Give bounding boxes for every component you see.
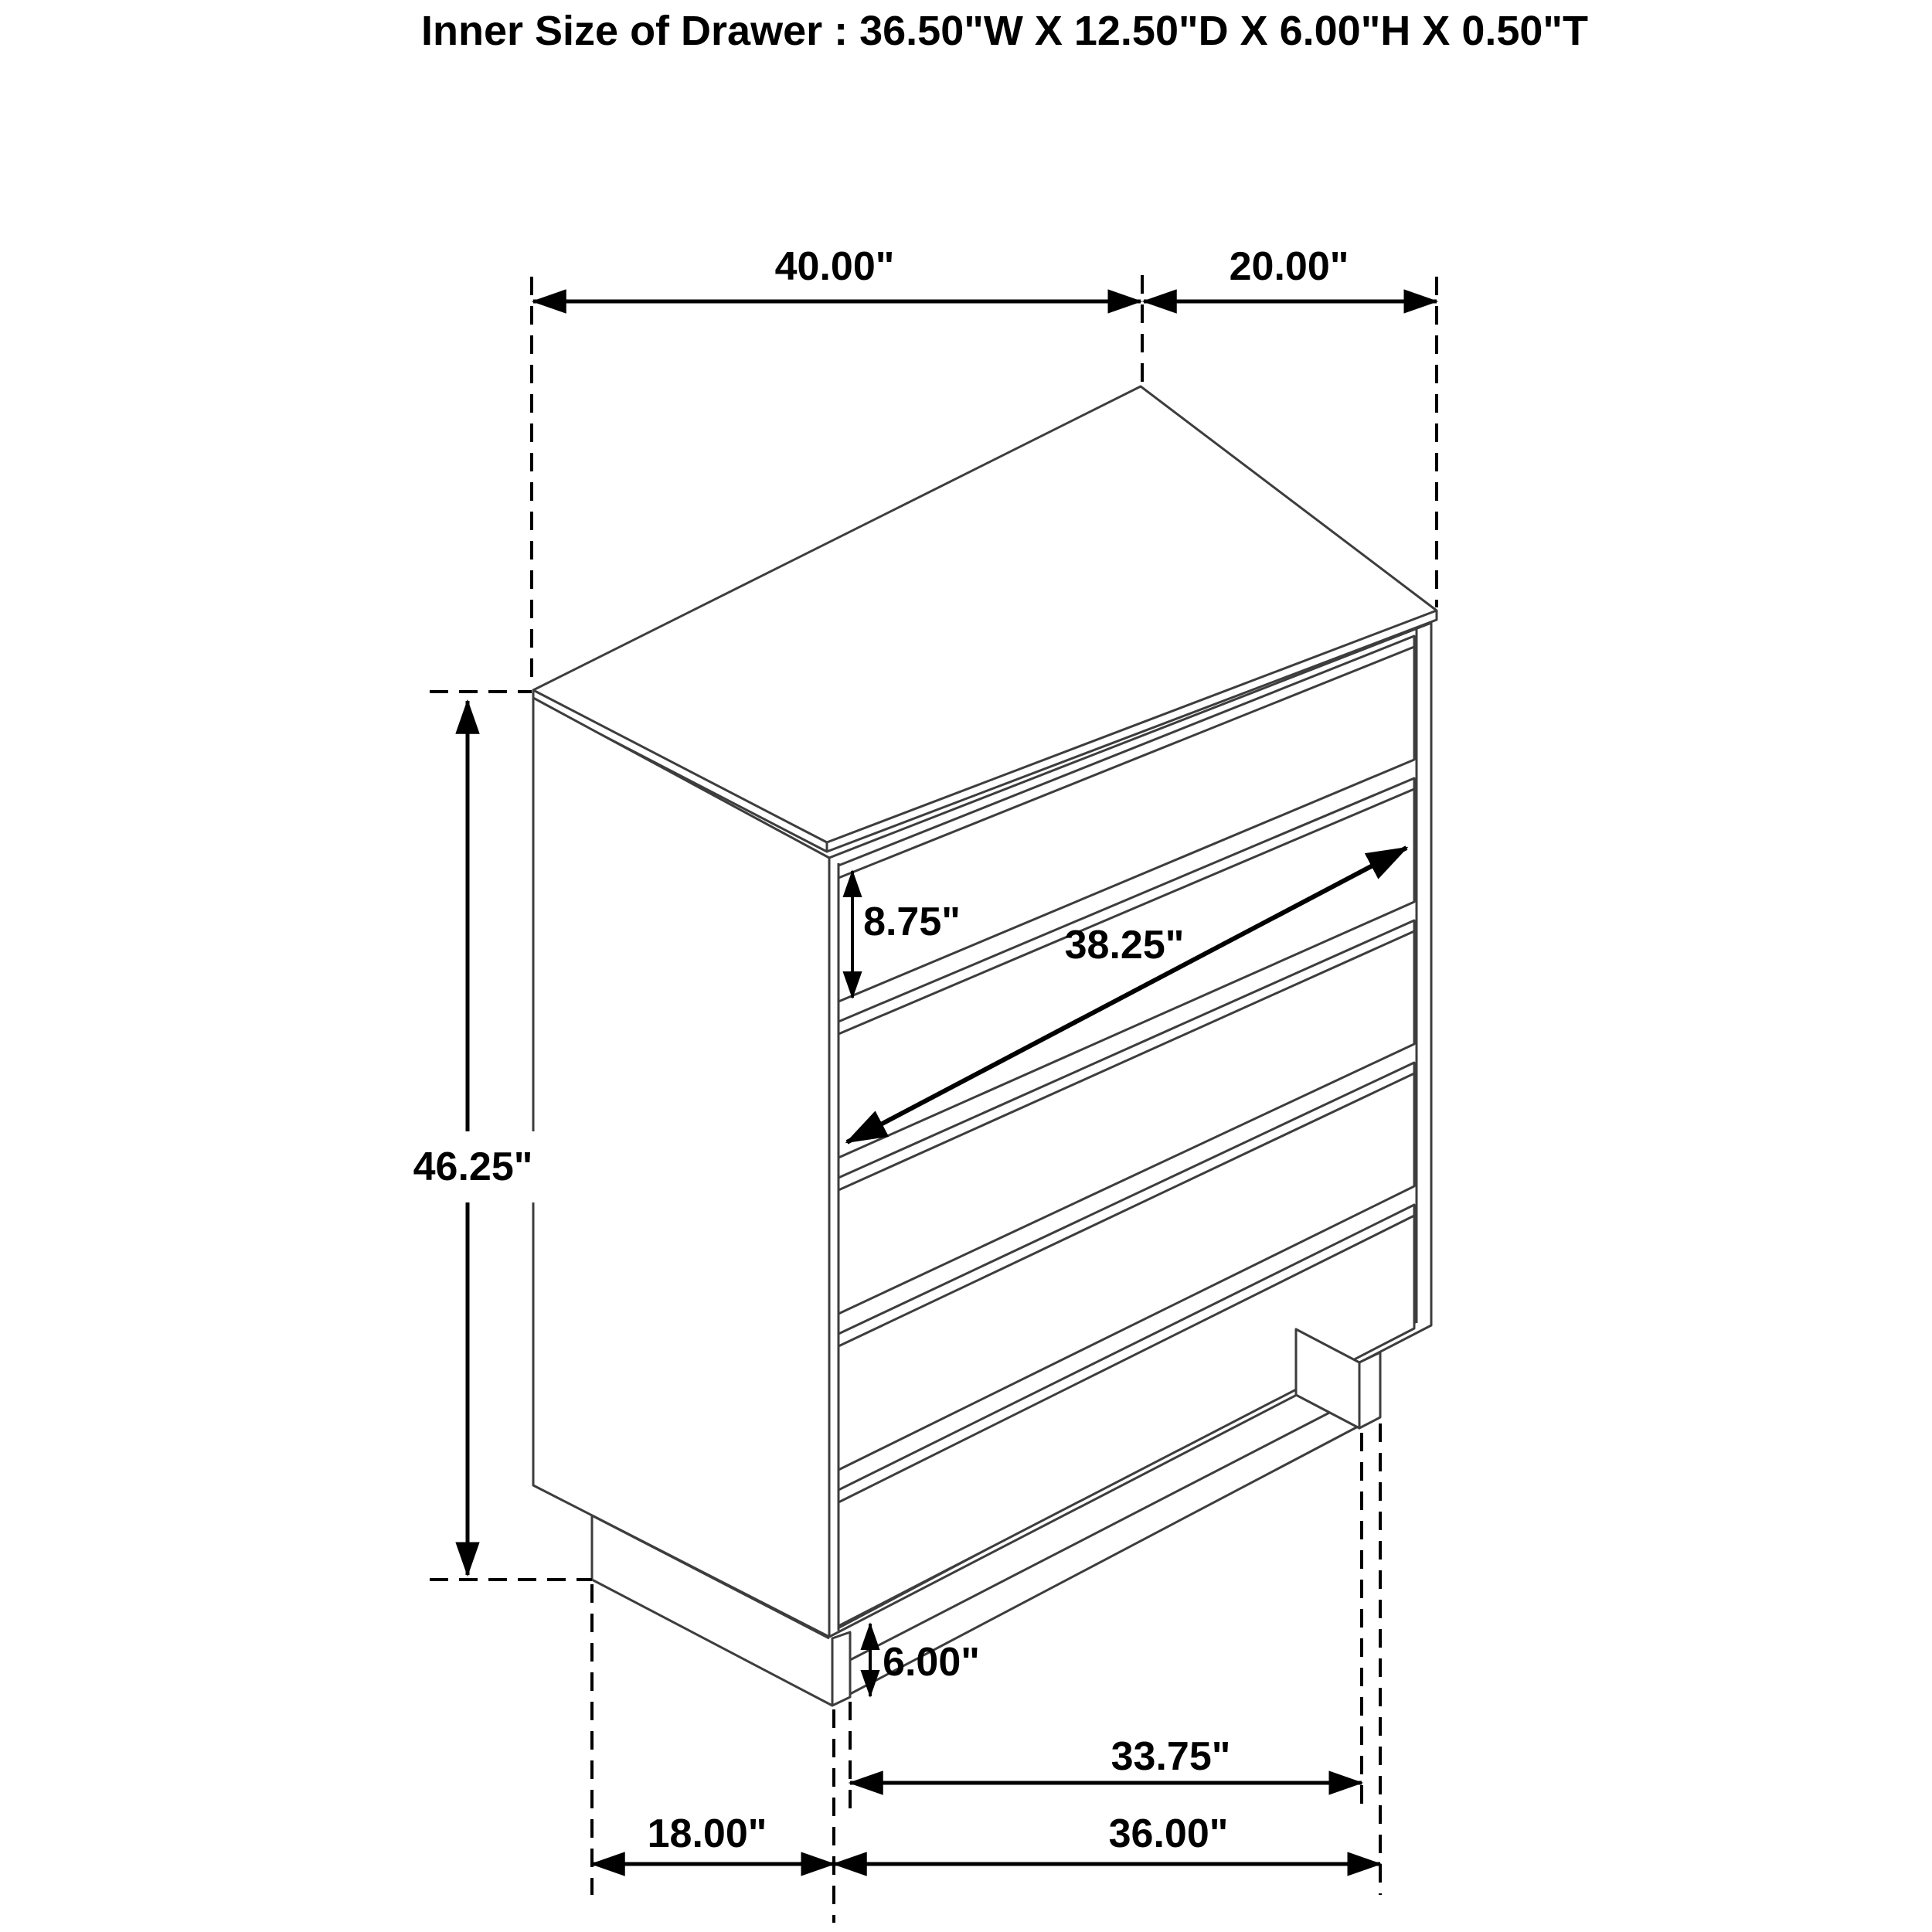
dim-overall-height [400,701,547,1575]
dim-top-width-label: 40.00" [774,244,895,289]
cabinet-side-panel [533,698,829,1637]
dim-drawer-height-label: 8.75" [863,900,961,944]
dim-base-front-width-label: 36.00" [1108,1811,1229,1856]
diagram-title: Inner Size of Drawer : 36.50"W X 12.50"D X 6.00"H X 0.50"T [420,8,1589,54]
dim-leg-height-label: 6.00" [883,1640,980,1685]
dim-drawer-width-label: 38.25" [1064,923,1185,968]
dim-top-depth-label: 20.00" [1229,244,1349,289]
right-leg-front [1359,1352,1380,1428]
cabinet-drawing [533,386,1437,1706]
dim-overall-height-label: 46.25" [413,1145,533,1189]
front-left-leg [832,1632,850,1706]
dim-base-side-depth-label: 18.00" [647,1811,767,1856]
dim-front-inner-span-label: 33.75" [1111,1734,1231,1779]
